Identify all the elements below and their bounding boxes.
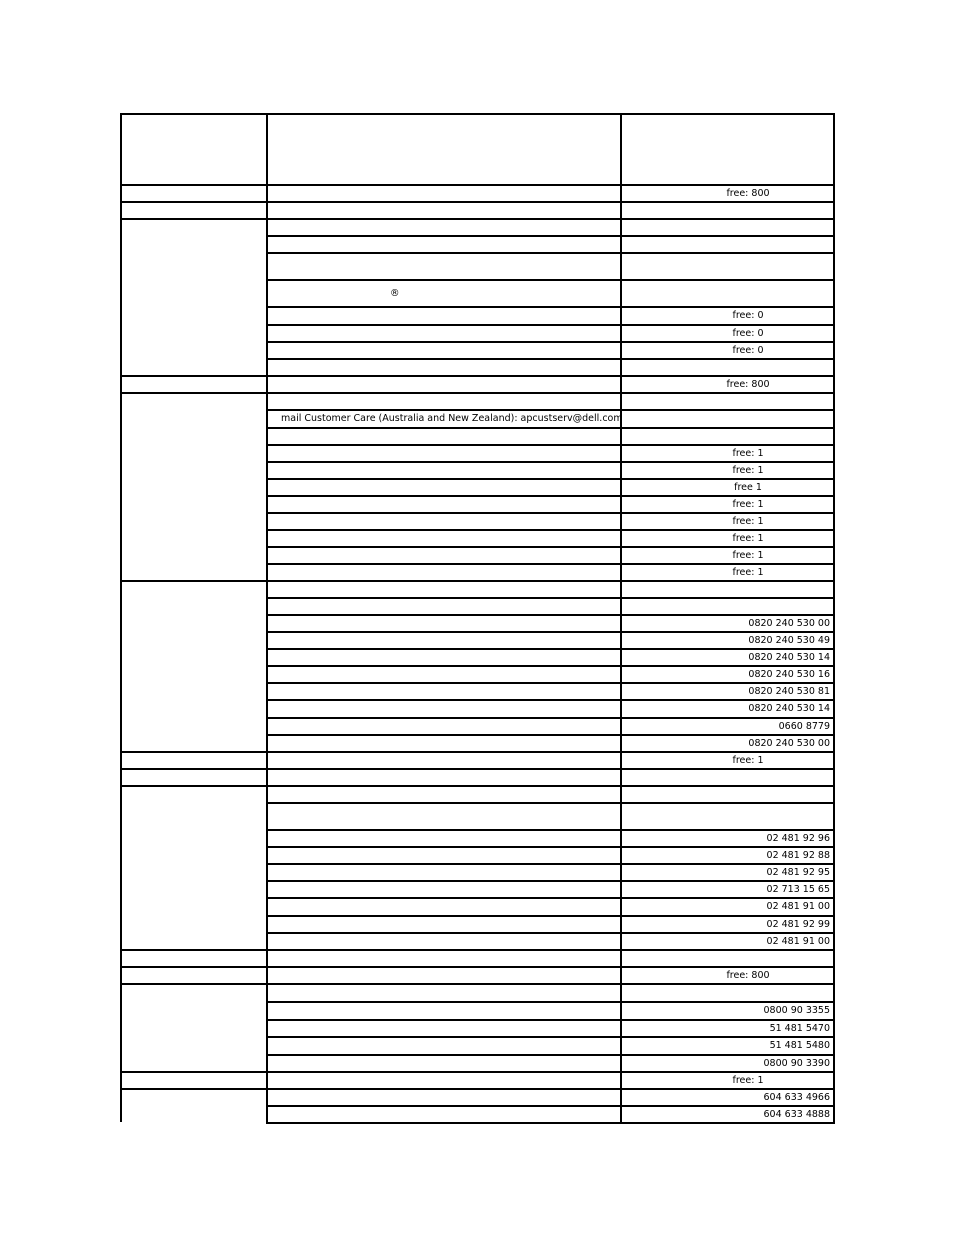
table-cell-value: free: 1 xyxy=(732,447,764,459)
table-rule xyxy=(266,409,835,411)
table-column-rule xyxy=(620,113,622,1122)
table-rule xyxy=(266,546,835,548)
table-rule xyxy=(120,1071,835,1073)
table-cell-value: 51 481 5480 xyxy=(769,1040,830,1051)
table-cell-value: 02 713 15 65 xyxy=(766,883,830,895)
table-cell-value: free: 1 xyxy=(732,754,764,766)
table-rule xyxy=(266,324,835,326)
table-cell-value: 0800 90 3390 xyxy=(763,1057,830,1069)
table-rule xyxy=(266,478,835,480)
table-rule xyxy=(120,949,835,951)
table-column-rule xyxy=(833,113,835,1122)
table-cell-value: free: 1 xyxy=(732,549,764,561)
table-rule xyxy=(266,1019,835,1021)
table-cell-value: 0820 240 530 00 xyxy=(748,737,830,749)
table-rule xyxy=(266,235,835,237)
table-rule xyxy=(120,983,835,985)
table-rule xyxy=(266,665,835,667)
table-rule xyxy=(266,1105,835,1107)
table-cell-value: 02 481 92 99 xyxy=(766,918,830,930)
table-rule xyxy=(266,461,835,463)
table-rule xyxy=(120,113,835,115)
table-cell-value: free: 800 xyxy=(726,969,770,981)
table-rule xyxy=(266,529,835,531)
table-cell-value: 02 481 91 00 xyxy=(766,901,830,912)
table-rule xyxy=(266,444,835,446)
table-rule xyxy=(266,846,835,848)
table-rule xyxy=(266,699,835,701)
table-rule xyxy=(266,648,835,650)
table-cell-text: mail Customer Care (Australia and New Zealand): apcustserv@dell.com xyxy=(281,413,623,424)
table-cell-value: free: 1 xyxy=(732,532,764,544)
table-cell-value: free: 1 xyxy=(732,1074,764,1086)
table-rule xyxy=(266,358,835,360)
table-cell-value: 0820 240 530 14 xyxy=(748,703,830,714)
table-cell-value: 0820 240 530 14 xyxy=(748,651,830,663)
table-cell-value: 0820 240 530 49 xyxy=(748,634,830,646)
table-cell-value: 0660 8779 xyxy=(778,720,830,732)
table-cell-value: 02 481 92 88 xyxy=(766,849,830,861)
table-rule xyxy=(266,341,835,343)
table-cell-value: free: 1 xyxy=(732,464,764,476)
table-rule xyxy=(266,1122,835,1124)
table-rule xyxy=(120,201,835,203)
table-rule xyxy=(266,897,835,899)
table-column-rule xyxy=(120,113,122,1122)
table-rule xyxy=(120,184,835,186)
table-rule xyxy=(120,768,835,770)
table-rule xyxy=(120,751,835,753)
table-rule xyxy=(266,932,835,934)
table-cell-value: free: 800 xyxy=(726,378,770,390)
table-rule xyxy=(266,1036,835,1038)
table-cell-value: free: 1 xyxy=(732,566,764,578)
table-rule xyxy=(266,631,835,633)
table-rule xyxy=(120,392,835,394)
table-cell-value: 604 633 4966 xyxy=(763,1091,830,1103)
table-cell-value: 0820 240 530 16 xyxy=(748,668,830,680)
table-cell-value: 02 481 92 95 xyxy=(766,866,830,878)
table-cell-value: 0800 90 3355 xyxy=(763,1005,830,1016)
table-rule xyxy=(266,563,835,565)
table-rule xyxy=(120,580,835,582)
table-cell-value: 02 481 91 00 xyxy=(766,935,830,947)
table-rule xyxy=(266,597,835,599)
table-rule xyxy=(266,717,835,719)
table-rule xyxy=(266,1001,835,1003)
table-rule xyxy=(266,495,835,497)
table-rule xyxy=(266,863,835,865)
table-rule xyxy=(266,614,835,616)
table-cell-value: 604 633 4888 xyxy=(763,1108,830,1120)
table-rule xyxy=(120,218,835,220)
table-cell-value: 02 481 92 96 xyxy=(766,832,830,844)
table-rule xyxy=(266,734,835,736)
table-rule xyxy=(266,427,835,429)
table-rule xyxy=(266,252,835,254)
table-rule xyxy=(120,375,835,377)
table-cell-value: free: 0 xyxy=(732,344,764,356)
table-rule xyxy=(266,915,835,917)
table-rule xyxy=(266,682,835,684)
table-cell-value: free: 0 xyxy=(732,327,764,339)
table-cell-value: 0820 240 530 00 xyxy=(748,617,830,629)
table-column-rule xyxy=(266,113,268,1122)
table-cell-value: free: 1 xyxy=(732,515,764,527)
table-rule xyxy=(120,966,835,968)
table-cell-value: free: 1 xyxy=(732,498,764,510)
table-cell-value: free: 0 xyxy=(732,310,764,321)
table-rule xyxy=(120,785,835,787)
table-cell-value: 51 481 5470 xyxy=(769,1022,830,1034)
table-rule xyxy=(266,306,835,308)
table-rule xyxy=(266,512,835,514)
table-rule xyxy=(266,279,835,281)
table-cell-value: free: 800 xyxy=(726,187,770,199)
table-cell-value: 0820 240 530 81 xyxy=(748,685,830,697)
table-rule xyxy=(266,802,835,804)
table-cell-value: free 1 xyxy=(734,481,762,493)
table-cell-text: ® xyxy=(390,287,400,299)
table-rule xyxy=(266,880,835,882)
table-rule xyxy=(266,829,835,831)
table-rule xyxy=(120,1088,835,1090)
table-rule xyxy=(266,1054,835,1056)
